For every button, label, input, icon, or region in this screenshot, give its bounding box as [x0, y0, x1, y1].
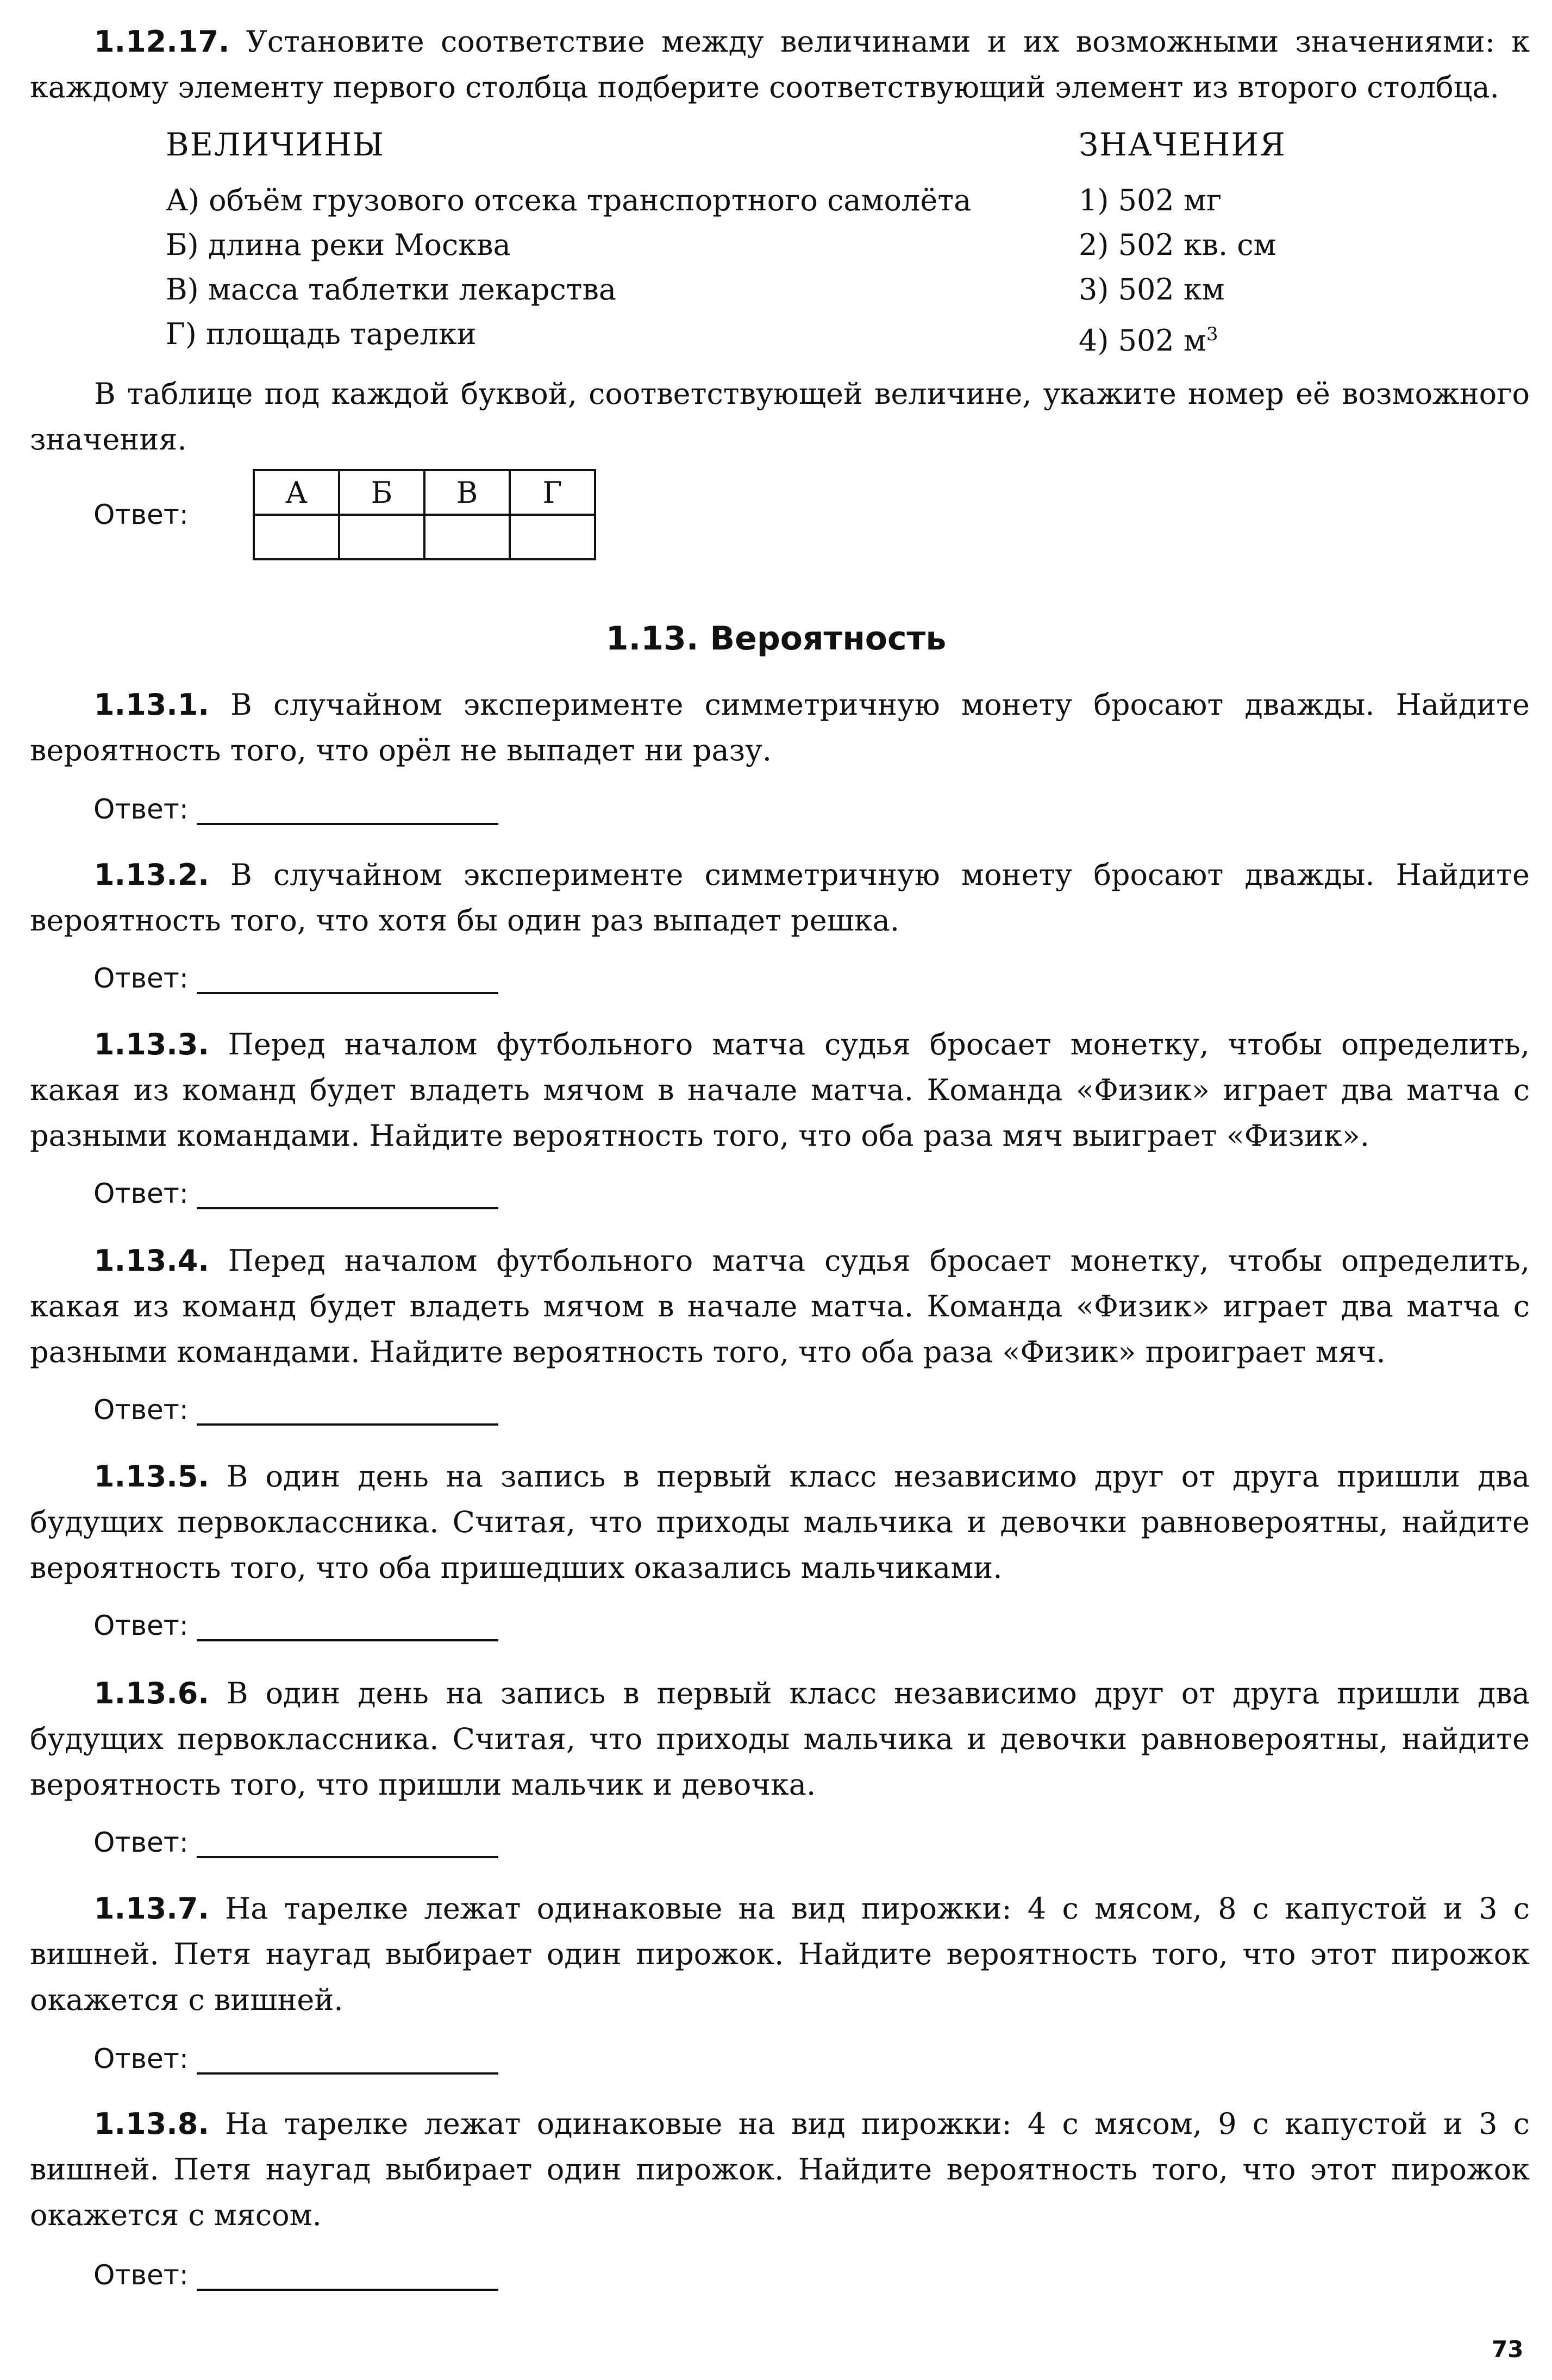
right-item: 1) 502 мг — [1079, 183, 1222, 217]
problem-1-13-3 — [30, 1022, 1530, 1159]
answer-cell[interactable] — [254, 515, 339, 559]
problem-text: В случайном эксперименте симметричную монету бросают дважды. Найдите вероятность того, что хотя бы один раз выпадет решка. — [30, 858, 1530, 938]
answer-label: Ответ: — [93, 1827, 189, 1858]
left-items-list — [166, 178, 971, 357]
problem-number: 1.13.6. — [94, 1676, 209, 1710]
problem-1-13-7 — [30, 1886, 1530, 2023]
answer-label: Ответ: — [93, 1394, 189, 1426]
problem-text: В один день на запись в первый класс независимо друг от друга пришли два будущих первоклассника. Считая, что приходы мальчика и девочки равновероятны, найдите вероятность того, что оба пришедших оказались мальчиками. — [30, 1459, 1530, 1585]
answer-label: Ответ: — [93, 2259, 189, 2291]
answer-line[interactable] — [197, 1423, 498, 1426]
answer-table-input-row — [254, 515, 595, 559]
answer-line[interactable] — [197, 2289, 498, 2291]
task-number: 1.12.17. — [94, 24, 230, 59]
answer-line[interactable] — [197, 823, 498, 825]
page-number: 73 — [1492, 2336, 1524, 2363]
superscript: 3 — [1206, 323, 1218, 345]
problem-text: В случайном эксперименте симметричную монету бросают дважды. Найдите вероятность того, что орёл не выпадет ни разу. — [30, 688, 1530, 767]
answer-label: Ответ: — [93, 963, 189, 994]
problem-1-13-4 — [30, 1238, 1530, 1375]
answer-line[interactable] — [197, 2072, 498, 2075]
right-item: 3) 502 км — [1079, 272, 1225, 307]
problem-number: 1.13.1. — [94, 688, 209, 722]
answer-line[interactable] — [197, 992, 498, 994]
left-item: В) масса таблетки лекарства — [166, 272, 617, 307]
problem-1-13-8 — [30, 2101, 1530, 2238]
section-title: 1.13. Вероятность — [605, 620, 947, 658]
task-instruction: В таблице под каждой буквой, соответствующей величине, укажите номер её возможного значения. — [30, 377, 1530, 457]
problem-text: Перед началом футбольного матча судья бросает монетку, чтобы определить, какая из команд будет владеть мячом в начале матча. Команда «Физик» играет два матча с разными командами. Найдите вероятность того, что оба раза мяч выиграет «Физик». — [30, 1027, 1530, 1153]
answer-label: Ответ: — [93, 1178, 189, 1209]
right-items-list — [1079, 178, 1276, 363]
answer-table — [253, 469, 596, 560]
answer-table-header: Б — [339, 470, 424, 515]
answer-line[interactable] — [197, 1639, 498, 1641]
answer-table-header-row — [254, 470, 595, 515]
task-1-12-17-statement — [30, 19, 1530, 110]
problem-1-13-5 — [30, 1454, 1530, 1591]
right-column-header: ЗНАЧЕНИЯ — [1079, 126, 1286, 163]
answer-label: Ответ: — [93, 499, 189, 530]
problem-text: На тарелке лежат одинаковые на вид пирожки: 4 с мясом, 9 с капустой и 3 с вишней. Петя наугад выбирает один пирожок. Найдите вероятность того, что этот пирожок окажется с мясом. — [30, 2107, 1530, 2232]
answer-line[interactable] — [197, 1207, 498, 1209]
problem-number: 1.13.5. — [94, 1459, 209, 1494]
problem-number: 1.13.2. — [94, 858, 209, 892]
problem-1-13-2 — [30, 852, 1530, 944]
answer-line[interactable] — [197, 1856, 498, 1858]
left-item: А) объём грузового отсека транспортного самолёта — [166, 183, 972, 217]
task-text: Установите соответствие между величинами и их возможными значениями: к каждому элементу первого столбца подберите соответствующий элемент из второго столбца. — [30, 24, 1530, 104]
problem-number: 1.13.4. — [94, 1244, 209, 1278]
problem-number: 1.13.8. — [94, 2107, 209, 2141]
right-item: 2) 502 кв. см — [1079, 228, 1276, 262]
right-item: 4) 502 $м^3$ — [1079, 323, 1218, 358]
problem-1-13-6 — [30, 1671, 1530, 1808]
answer-cell[interactable] — [510, 515, 595, 559]
problem-text: На тарелке лежат одинаковые на вид пирожки: 4 с мясом, 8 с капустой и 3 с вишней. Петя наугад выбирает один пирожок. Найдите вероятность того, что этот пирожок окажется с вишней. — [30, 1891, 1530, 2017]
answer-table-header: Г — [510, 470, 595, 515]
answer-label: Ответ: — [93, 2043, 189, 2075]
problem-number: 1.13.3. — [94, 1027, 209, 1061]
answer-label: Ответ: — [93, 794, 189, 825]
problem-1-13-1 — [30, 682, 1530, 773]
left-item: Б) длина реки Москва — [166, 228, 511, 262]
left-column-header: ВЕЛИЧИНЫ — [166, 126, 385, 163]
answer-table-header: А — [254, 470, 339, 515]
answer-table-header: В — [424, 470, 510, 515]
problem-text: Перед началом футбольного матча судья бросает монетку, чтобы определить, какая из команд будет владеть мячом в начале матча. Команда «Физик» играет два матча с разными командами. Найдите вероятность того, что оба раза «Физик» проиграет мяч. — [30, 1244, 1530, 1369]
left-item: Г) площадь тарелки — [166, 317, 477, 351]
problem-number: 1.13.7. — [94, 1891, 209, 1926]
answer-cell[interactable] — [424, 515, 510, 559]
answer-cell[interactable] — [339, 515, 424, 559]
problem-text: В один день на запись в первый класс независимо друг от друга пришли два будущих первоклассника. Считая, что приходы мальчика и девочки равновероятны, найдите вероятность того, что пришли мальчик и девочка. — [30, 1676, 1530, 1802]
answer-label: Ответ: — [93, 1610, 189, 1641]
